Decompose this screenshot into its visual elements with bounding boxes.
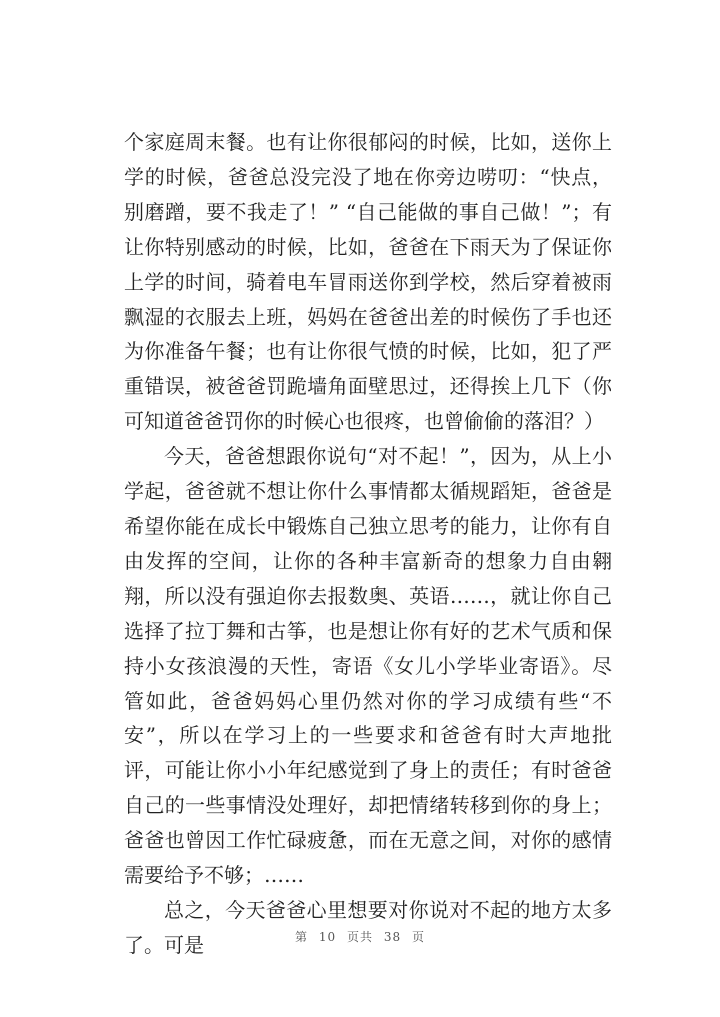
paragraph-1: 个家庭周末餐。也有让你很郁闷的时候，比如，送你上学的时候，爸爸总没完没了地在你旁边唠叨：“快点，别磨蹭，要不我走了！” “自己能做的事自己做！”；有让你特别感动的时候，比如，爸爸在下雨天为了保证你上学的时间，骑着电车冒雨送你到学校，然后穿着被雨飘湿的衣服去上班，妈妈在爸爸出差的时候伤了手也还为你准备午餐；也有让你很气愤的时候，比如，犯了严重错误，被爸爸罚跪墙角面壁思过，还得挨上几下（你可知道爸爸罚你的时候心也很疼，也曾偷偷的落泪？） [124, 130, 612, 434]
document-body [124, 125, 612, 963]
paragraph-3: 总之，今天爸爸心里想要对你说对不起的地方太多了。可是 [124, 897, 612, 957]
footer-page-number: 10 [318, 930, 337, 944]
footer-prefix: 第 [295, 930, 309, 944]
footer-total-pages: 38 [383, 930, 402, 944]
footer-suffix: 页 [411, 930, 425, 944]
page-footer [0, 928, 720, 945]
paragraph-2: 今天，爸爸想跟你说句“对不起！”，因为，从上小学起，爸爸就不想让你什么事情都太循规蹈矩，爸爸是希望你能在成长中锻炼自己独立思考的能力，让你有自由发挥的空间，让你的各种丰富新奇的想象力自由翱翔，所以没有强迫你去报数奥、英语……，就让你自己选择了拉丁舞和古筝，也是想让你有好的艺术气质和保持小女孩浪漫的天性，寄语《女儿小学毕业寄语》。尽管如此，爸爸妈妈心里仍然对你的学习成绩有些“不安”，所以在学习上的一些要求和爸爸有时大声地批评，可能让你小小年纪感觉到了身上的责任；有时爸爸自己的一些事情没处理好，却把情绪转移到你的身上；爸爸也曾因工作忙碌疲惫，而在无意之间，对你的感情需要给予不够；…… [124, 444, 612, 888]
footer-mid: 页共 [346, 930, 373, 944]
